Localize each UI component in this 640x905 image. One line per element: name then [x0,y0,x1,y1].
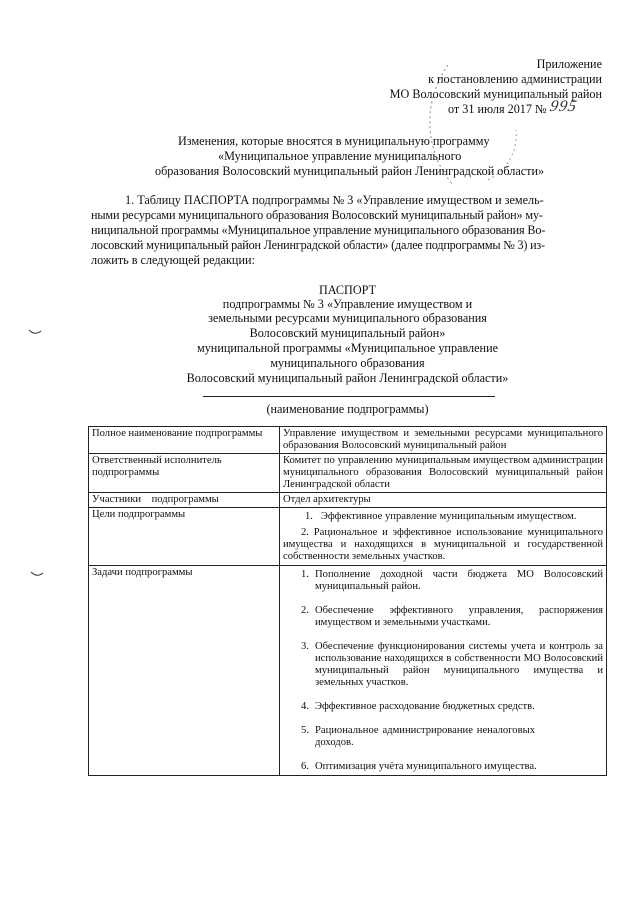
task-text: Рациональное администрирование неналоговых доходов. [315,725,535,748]
header-date: от 31 июля 2017 № [448,102,547,116]
passport-line-4: муниципальной программы «Муниципальное управление [197,341,498,355]
paragraph-line-1: 1. Таблицу ПАСПОРТА подпрограммы № 3 «Управление имуществом и земель- [125,193,544,207]
paragraph-line-2: ными ресурсами муниципального образования Волосовский муниципальный район» му- [91,208,543,222]
paragraph-line-5: ложить в следующей редакции: [91,253,255,267]
row-label-full-name: Полное наименование подпрограммы [89,427,280,454]
handwritten-number: 995 [548,98,579,115]
task-number: 1. [301,569,309,580]
task-item [283,641,603,689]
goal-item: 2. Рациональное и эффективное использование муниципального имущества и находящихся в муниципальной и государственной собственности земельных участков. [283,527,603,562]
goal-item: 1. Эффективное управление муниципальным имуществом. [305,511,577,522]
task-number: 2. [301,605,309,616]
table-row [89,427,607,454]
scan-mark-icon [30,570,44,578]
task-text: Обеспечение эффективного управления, распоряжения имуществом и земельными участками. [315,605,603,628]
row-value-executor: Комитет по управлению муниципальным имуществом администрации муниципального образования Волосовский муниципальный район Ленинградской области [280,454,607,493]
task-item [283,725,603,749]
task-item [283,701,603,713]
passport-table [88,426,607,776]
header-appendix: Приложение [536,57,602,71]
row-label-tasks: Задачи подпрограммы [89,566,280,776]
table-row [89,508,607,566]
task-text: Пополнение доходной части бюджета МО Волосовский муниципальный район. [315,569,603,592]
row-value-participants: Отдел архитектуры [280,493,607,508]
task-text: Оптимизация учёта муниципального имущества. [315,761,537,772]
task-item [283,569,603,593]
passport-line-3: Волосовский муниципальный район» [249,326,446,340]
passport-caption: (наименование подпрограммы) [266,402,429,416]
paragraph-line-3: ниципальной программы «Муниципальное управление муниципального образования Во- [91,223,546,237]
table-row [89,493,607,508]
paragraph-line-4: лосовский муниципальный район Ленинградской области» (далее подпрограммы № 3) из- [91,238,545,252]
task-number: 6. [301,761,309,772]
passport-heading: ПАСПОРТ [318,283,377,297]
header-district: МО Волосовский муниципальный район [389,87,602,101]
passport-line-6: Волосовский муниципальный район Ленинградской области» [186,371,509,385]
task-text: Обеспечение функционирования системы учета и контроль за использование находящихся в собственности МО Волосовский муниципальный район муниципального имущества и земельных участков. [315,641,603,688]
table-row [89,454,607,493]
row-label-participants: Участники подпрограммы [89,493,280,508]
row-label-goals: Цели подпрограммы [89,508,280,566]
row-value-goals [280,508,607,566]
row-label-executor: Ответственный исполнитель подпрограммы [89,454,280,493]
title-line-3: образования Волосовский муниципальный район Ленинградской области» [155,164,545,178]
row-value-full-name: Управление имуществом и земельными ресурсами муниципального образования Волосовский муниципальный район [280,427,607,454]
task-number: 5. [301,725,309,736]
row-value-tasks [280,566,607,776]
task-item [283,605,603,629]
task-number: 3. [301,641,309,652]
passport-underline [203,396,495,397]
scan-mark-icon [28,328,42,336]
task-item [283,761,603,773]
task-text: Эффективное расходование бюджетных средств. [315,701,535,712]
passport-line-2: земельными ресурсами муниципального образования [208,311,487,325]
passport-line-1: подпрограммы № 3 «Управление имуществом и [222,297,473,311]
header-resolution: к постановлению администрации [428,72,602,86]
title-line-1: Изменения, которые вносятся в муниципальную программу [178,134,490,148]
table-row [89,566,607,776]
title-line-2: «Муниципальное управление муниципального [218,149,462,163]
passport-line-5: муниципального образования [270,356,425,370]
task-number: 4. [301,701,309,712]
